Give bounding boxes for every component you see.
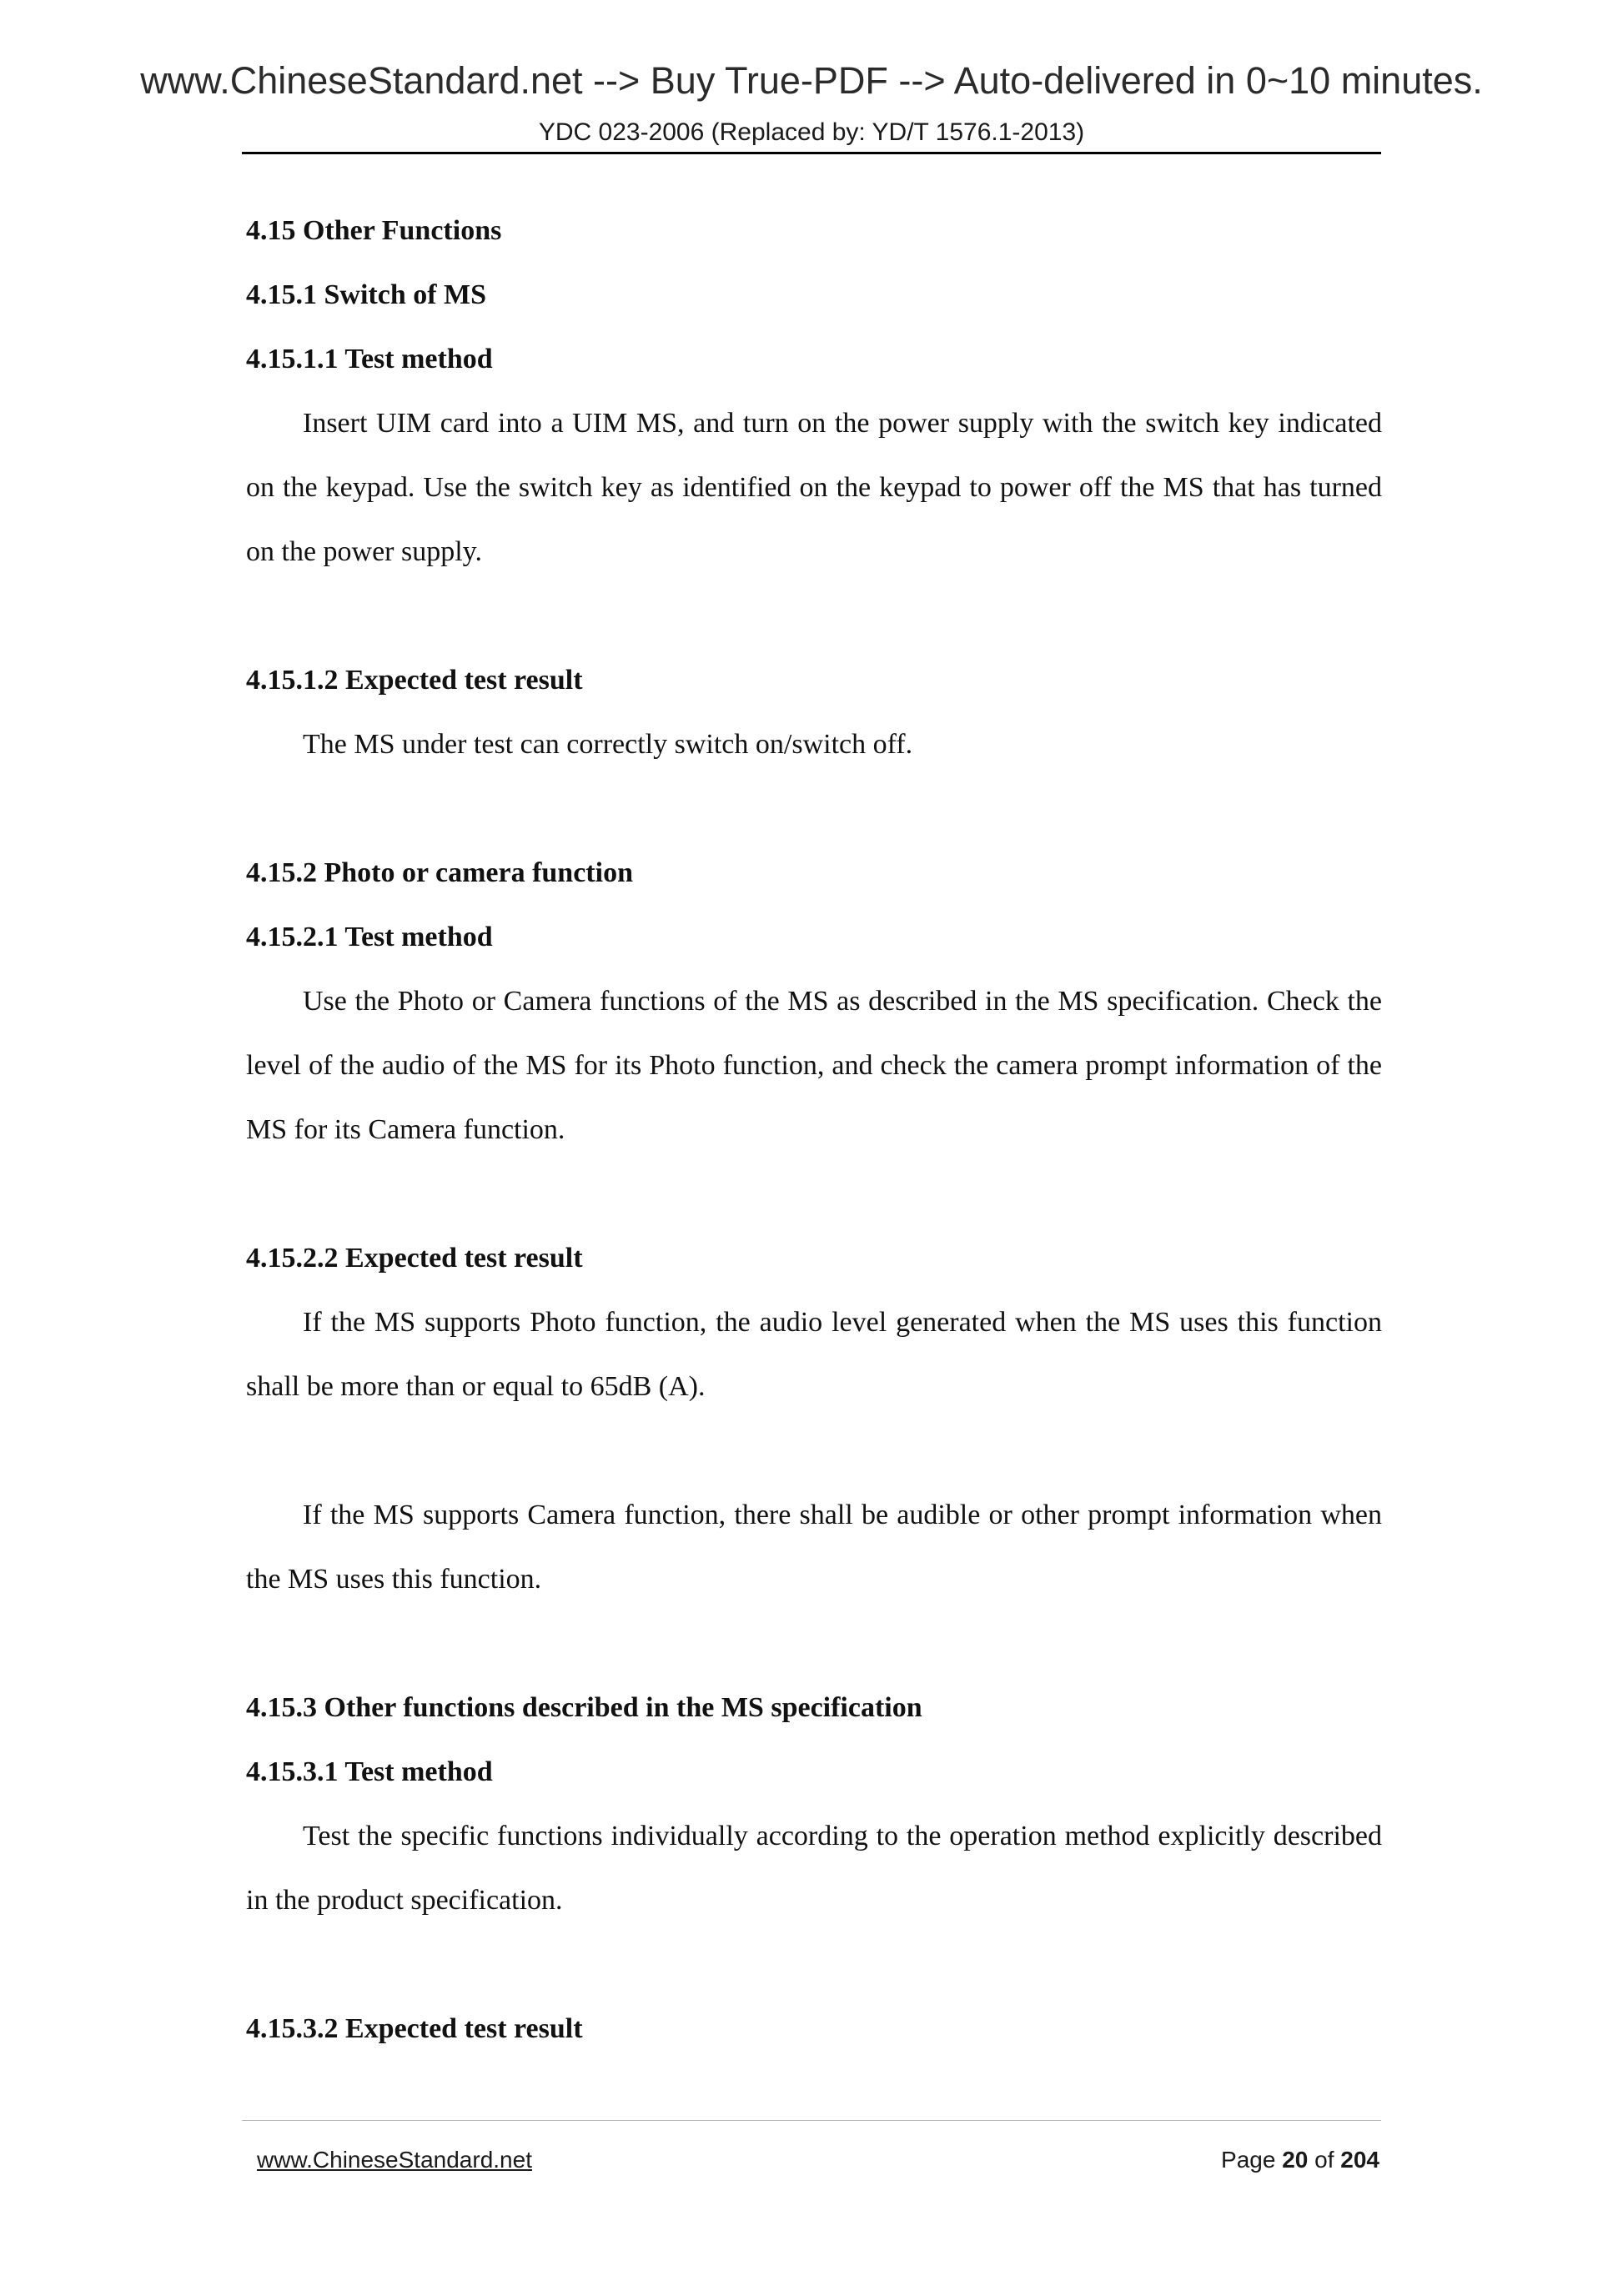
paragraph-4-15-2-1: Use the Photo or Camera functions of the MS as described in the MS specification. Check the level of the audio of the MS for its Photo function, and check the camera prompt information of the MS for its Camera function. [246,986,1382,1145]
heading-4-15: 4.15 Other Functions [246,215,502,246]
footer-divider [242,2120,1381,2121]
paragraph-4-15-2-2-photo: If the MS supports Photo function, the audio level generated when the MS uses this function shall be more than or equal to 65dB (A). [246,1307,1382,1402]
heading-4-15-1-2: 4.15.1.2 Expected test result [246,665,583,696]
page-number [1221,2147,1379,2173]
heading-4-15-3: 4.15.3 Other functions described in the MS specification [246,1692,922,1723]
page-of: of [1314,2147,1334,2173]
paragraph-4-15-1-1: Insert UIM card into a UIM MS, and turn on the power supply with the switch key indicated on the keypad. Use the switch key as identified on the keypad to power off the MS that has turned on the power supply. [246,408,1382,567]
paragraph-4-15-2-2-camera: If the MS supports Camera function, there shall be audible or other prompt information when the MS uses this function. [246,1500,1382,1595]
footer-site-link[interactable]: www.ChineseStandard.net [257,2147,532,2173]
paragraph-4-15-1-2: The MS under test can correctly switch on/switch off. [303,729,913,760]
page-total: 204 [1340,2147,1379,2173]
site-banner[interactable]: www.ChineseStandard.net --> Buy True-PDF --> Auto-delivered in 0~10 minutes. [140,59,1483,102]
heading-4-15-3-1: 4.15.3.1 Test method [246,1756,493,1787]
heading-4-15-2: 4.15.2 Photo or camera function [246,857,633,888]
page-label: Page [1221,2147,1276,2173]
heading-4-15-2-2: 4.15.2.2 Expected test result [246,1243,583,1274]
heading-4-15-3-2: 4.15.3.2 Expected test result [246,2013,583,2044]
standard-designation: YDC 023-2006 (Replaced by: YD/T 1576.1-2013) [538,118,1085,146]
heading-4-15-1-1: 4.15.1.1 Test method [246,344,493,374]
paragraph-4-15-3-1: Test the specific functions individually according to the operation method explicitly described in the product specification. [246,1821,1382,1916]
page-current: 20 [1282,2147,1309,2173]
heading-4-15-1: 4.15.1 Switch of MS [246,279,487,310]
header-divider [242,152,1381,154]
heading-4-15-2-1: 4.15.2.1 Test method [246,922,493,952]
